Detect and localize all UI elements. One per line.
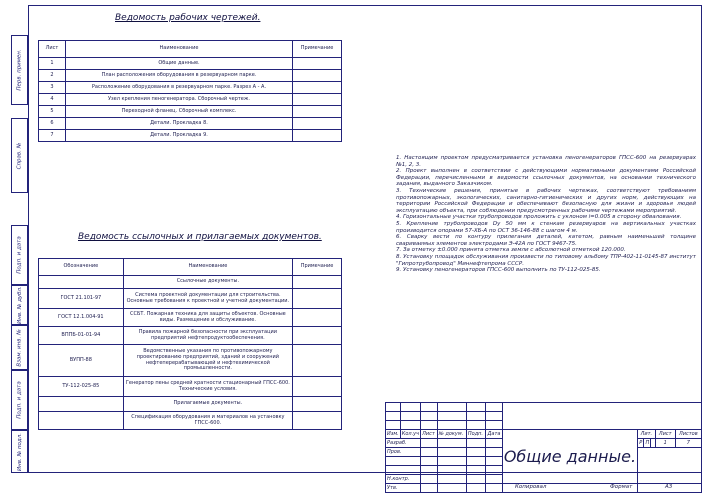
- note-item: 3. Технические решения, принятые в рабочих чертежах, соответствуют требованиям противопожарных, экологических, санитарно-гигиенических и других норм, действующих на территории Российской Федерации и обеспечивают безопасную для жизни и здоровья людей эксплуатацию объекта, при соблюдении предусмотренных рабочими чертежами мероприятий.: [396, 187, 696, 214]
- stage-letter: Р: [639, 440, 643, 446]
- title-block-row: [386, 403, 702, 412]
- table-row: [39, 345, 342, 377]
- doc-note: [293, 377, 342, 397]
- sheets-count: 7: [675, 439, 701, 448]
- col-note-header: Примечание: [293, 259, 342, 276]
- col-name-header: Наименование: [123, 259, 292, 276]
- doc-code: ГОСТ 21.101-97: [39, 289, 124, 309]
- doc-note: [293, 289, 342, 309]
- doc-name: Ведомственные указания по противопожарному проектированию предприятий, зданий и сооружений нефтеперерабатывающей и нефтехимической промышленности.: [123, 345, 292, 377]
- doc-name: Система проектной документации для строительства. Основные требования к проектной и учетной документации.: [123, 289, 292, 309]
- table-row: [39, 309, 342, 327]
- stub-sign-date-2: [11, 370, 28, 430]
- stage-letter: П: [645, 440, 650, 446]
- section-row: [39, 276, 342, 289]
- document-title: Общие данные.: [502, 430, 637, 484]
- sheet-header: Лист: [655, 430, 675, 439]
- sheet-name: Переходной фланец. Сборочный комплекс.: [65, 106, 292, 118]
- table-row: [39, 412, 342, 430]
- section-title: Прилагаемые документы.: [123, 397, 292, 412]
- doc-code: ТУ-112-025-85: [39, 377, 124, 397]
- stub-reference: [11, 118, 28, 193]
- sheet-name: План расположения оборудования в резервуарном парке.: [65, 70, 292, 82]
- doc-name: Спецификация оборудования и материалов на установку ГПСС-600.: [123, 412, 292, 430]
- table-row: [39, 70, 342, 82]
- sheets-header: Листов: [675, 430, 701, 439]
- sheet-number: 4: [39, 94, 66, 106]
- sheet-number: 1: [39, 58, 66, 70]
- sheet-name: Расположение оборудования в резервуарном парке. Разрез А - А.: [65, 82, 292, 94]
- doc-note: [293, 327, 342, 345]
- sheet-number: 6: [39, 118, 66, 130]
- col-name-header: Наименование: [65, 41, 292, 58]
- tb-qty-header: Кол.уч: [401, 431, 420, 437]
- doc-name: Правила пожарной безопасности при эксплуатации предприятий нефтепродуктообеспечения.: [123, 327, 292, 345]
- refs-header-row: [39, 259, 342, 276]
- doc-code: [39, 412, 124, 430]
- doc-code: ВППБ-01-01-94: [39, 327, 124, 345]
- stub-dup-inv: [11, 285, 28, 325]
- organization-cell: [638, 448, 702, 484]
- doc-name: ССБТ. Пожарная техника для защиты объектов. Основные виды. Размещение и обслуживание.: [123, 309, 292, 327]
- col-code-header: Обозначение: [39, 259, 124, 276]
- table-row: [39, 58, 342, 70]
- sheet-name: Детали. Прокладка 8.: [65, 118, 292, 130]
- format-value: А3: [665, 484, 673, 490]
- tb-sheet-header: Лист: [421, 430, 438, 439]
- table-row: [39, 327, 342, 345]
- sheet-note: [293, 106, 342, 118]
- table-row: [39, 289, 342, 309]
- sheet-note: [293, 70, 342, 82]
- sheet-number: 2: [39, 70, 66, 82]
- role-developer: Разраб.: [386, 439, 421, 448]
- table-row: [39, 106, 342, 118]
- drawings-title: Ведомость рабочих чертежей.: [115, 13, 261, 23]
- note-item: 4. Горизонтальные участки трубопроводов проложить с уклоном i=0.005 в сторону обвалования.: [396, 214, 682, 221]
- sheet-note: [293, 82, 342, 94]
- title-block: [385, 402, 702, 493]
- doc-name: Генератор пены средней кратности стационарный ГПСС-600. Технические условия.: [123, 377, 292, 397]
- refs-title: Ведомость ссылочных и прилагаемых документов.: [78, 232, 322, 242]
- section-row: [39, 397, 342, 412]
- stub-sign-date-1: [11, 225, 28, 285]
- stub-label: Взам. инв. №: [16, 328, 23, 367]
- sheet-number: 1: [655, 439, 675, 448]
- format-label: Формат: [610, 484, 633, 490]
- tb-date-header: Дата: [487, 431, 501, 437]
- table-row: [39, 118, 342, 130]
- note-item: 7. За отметку ±0.000 принята отметка земли с абсолютной отметкой 120.000.: [396, 247, 626, 254]
- stub-label: Подп. и дата: [16, 381, 23, 419]
- stub-label: Инв. № дубл.: [16, 286, 23, 324]
- sheet-note: [293, 118, 342, 130]
- sheet-number: 5: [39, 106, 66, 118]
- role-approved: Утв.: [386, 484, 421, 493]
- doc-code: ВУПП-88: [39, 345, 124, 377]
- table-row: [39, 94, 342, 106]
- doc-note: [293, 412, 342, 430]
- tb-sign-header: Подп.: [466, 430, 486, 439]
- table-row: [39, 377, 342, 397]
- stub-orig-inv: [11, 430, 28, 473]
- general-notes: [396, 155, 696, 274]
- sheet-number: 7: [39, 130, 66, 142]
- note-item: 5. Крепление трубопроводов Dу 50 мм к стенкам резервуаров на вертикальных участках производится опорами 57-ХБ-А по ОСТ 36-146-88 с шагом 4 м.: [396, 220, 696, 234]
- doc-code: ГОСТ 12.1.004-91: [39, 309, 124, 327]
- stub-label: Инв. № подл.: [16, 432, 23, 471]
- sheet-name: Детали. Прокладка 9.: [65, 130, 292, 142]
- stub-first-use: [11, 35, 28, 105]
- note-item: 2. Проект выполнен в соответствии с действующими нормативными документами Российской Федерации, перечисленными в ведомости ссылочных документов, на основании технического задания, выданного Заказчиком.: [396, 168, 696, 188]
- table-row: [39, 130, 342, 142]
- sheet-name: Узел крепления пеногенератора. Сборочный чертеж.: [65, 94, 292, 106]
- doc-note: [293, 345, 342, 377]
- note-item: 8. Установку площадок обслуживания произвести по типовому альбому ТПР-402-11-0145-87 институт "Гипротрубопровод" Миннефтепрома СССР.: [396, 253, 696, 267]
- drawings-table: [38, 40, 342, 142]
- sheet-note: [293, 94, 342, 106]
- stub-label: Справ. №: [16, 142, 23, 169]
- doc-note: [293, 309, 342, 327]
- table-row: [39, 82, 342, 94]
- sheet-name: Общие данные.: [65, 58, 292, 70]
- role-checker: Пров.: [386, 448, 421, 457]
- col-note-header: Примечание: [293, 41, 342, 58]
- note-item: 1. Настоящим проектом предусматривается установка пеногенераторов ГПСС-600 на резервуарах №1, 2, 3.: [396, 155, 696, 168]
- copied-label: Копировал: [515, 484, 547, 490]
- title-block-header-row: [386, 430, 702, 439]
- stage-header: Лит.: [638, 430, 656, 439]
- note-item: 9. Установку пеногенераторов ГПСС-600 выполнить по ТУ-112-025-85.: [396, 267, 601, 274]
- sheet-note: [293, 58, 342, 70]
- stub-label: Перв. примен.: [16, 49, 23, 91]
- stub-replace-inv: [11, 325, 28, 370]
- sheet-note: [293, 130, 342, 142]
- col-sheet-header: Лист: [39, 41, 66, 58]
- tb-doc-header: № докум.: [437, 430, 466, 439]
- role-norm-control: Н.контр.: [386, 475, 421, 484]
- drawings-header-row: [39, 41, 342, 58]
- stub-label: Подп. и дата: [16, 236, 23, 274]
- sheet-number: 3: [39, 82, 66, 94]
- note-item: 6. Сварку вести по контуру прилегания деталей, катетом, равным наименьшей толщине свариваемых элементов электродами Э-42А по ГОСТ 9467-75.: [396, 234, 696, 247]
- refs-table: [38, 258, 342, 430]
- section-title: Ссылочные документы.: [123, 276, 292, 289]
- tb-change-header: Изм.: [387, 431, 399, 437]
